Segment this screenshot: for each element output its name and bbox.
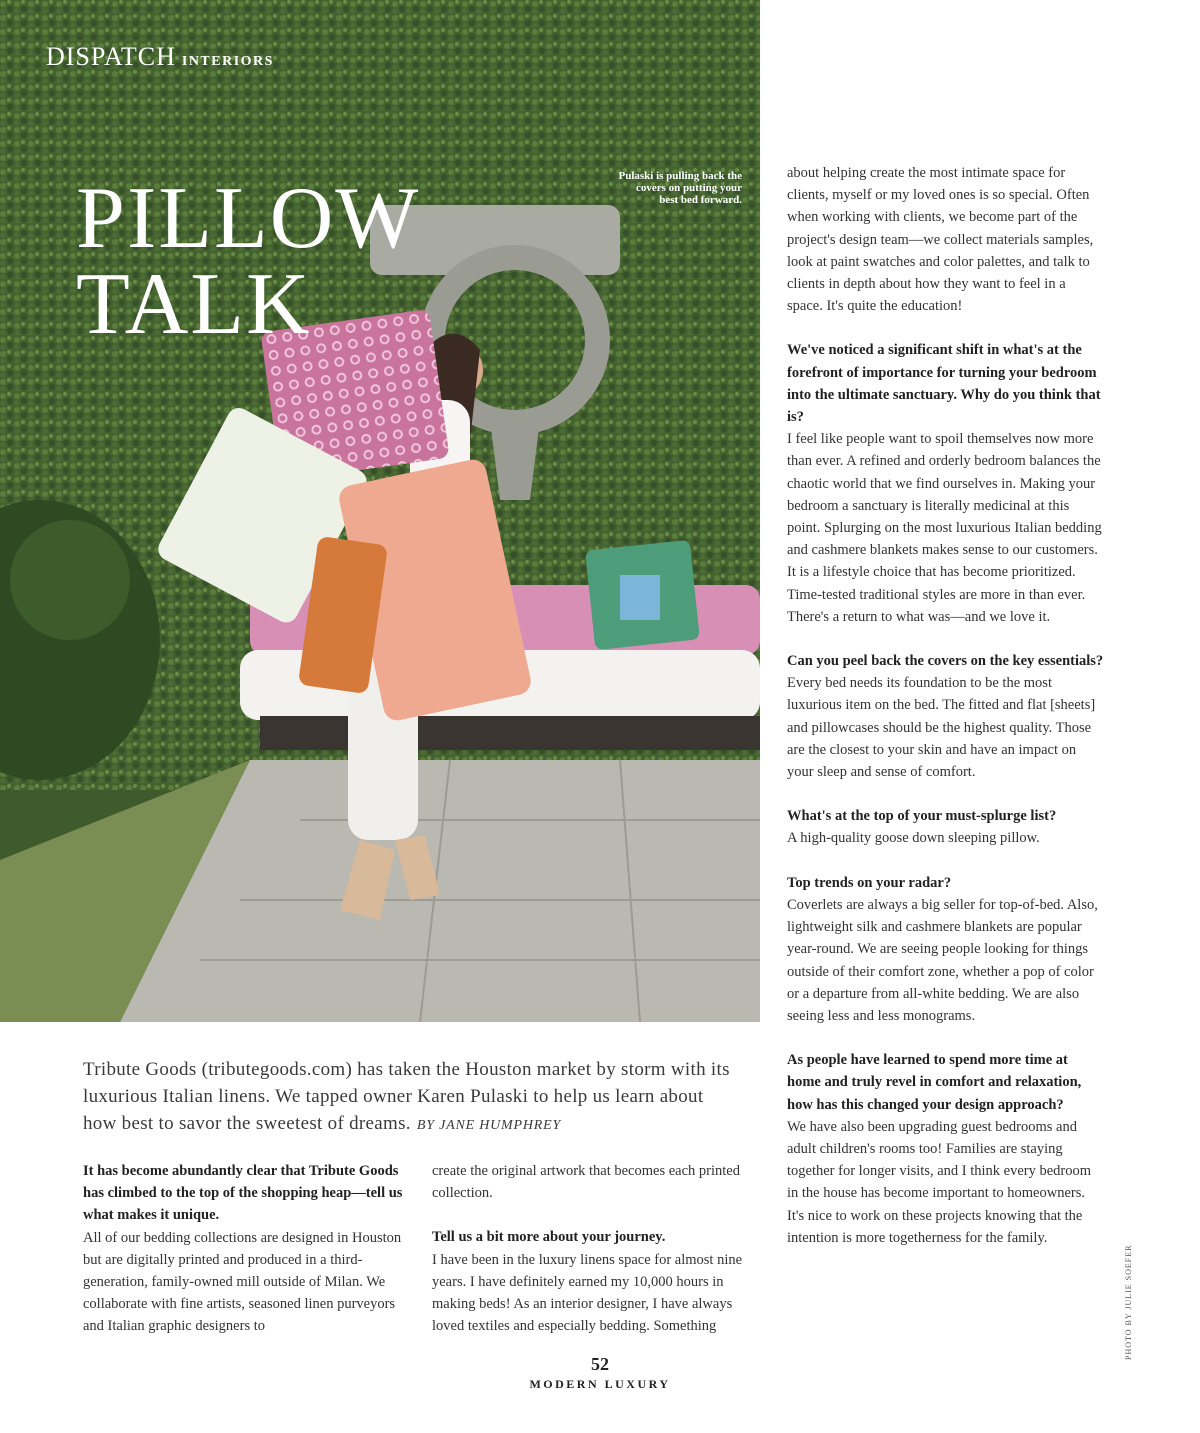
photo-credit: PHOTO BY JULIE SOEFER (1124, 1244, 1133, 1360)
headline-line-1: PILLOW (76, 170, 421, 267)
answer: create the original artwork that becomes each printed collection. (432, 1163, 740, 1202)
answer: A high-quality goose down sleeping pillow. (787, 830, 1040, 847)
page-number: 52 (591, 1354, 609, 1374)
subsection-name: INTERIORS (181, 54, 274, 69)
byline: BY JANE HUMPHREY (416, 1118, 562, 1133)
answer: I have been in the luxury linens space for almost nine years. I have definitely earned my 10,000 hours in making beds! As an interior designer, I have always loved textiles and especially bedding. Something (432, 1251, 743, 1335)
article-column-3 (787, 162, 1105, 1249)
question: We've noticed a significant shift in what's at the forefront of importance for turning your bedroom into the ultimate sanctuary. Why do you think that is? (787, 342, 1101, 426)
question: Top trends on your radar? (787, 874, 952, 891)
section-name: DISPATCH (46, 42, 176, 71)
article-column-1 (83, 1160, 403, 1338)
headline-line-2: TALK (76, 256, 312, 353)
answer: We have also been upgrading guest bedrooms and adult children's rooms too! Families are staying together for longer visits, and I think every bedroom in the house has become important to homeowners. It's nice to work on these projects knowing that the intention is more togetherness for the family. (787, 1118, 1092, 1246)
answer: All of our bedding collections are designed in Houston but are digitally printed and produced in a third-generation, family-owned mill outside of Milan. We collaborate with fine artists, seasoned linen purveyors and Italian graphic designers to (83, 1229, 402, 1335)
answer: I feel like people want to spoil themselves now more than ever. A refined and orderly bedroom balances the chaotic world that we find ourselves in. Making your bedroom a sanctuary is literally medicinal at this point. Splurging on the most luxurious Italian bedding and cashmere blankets makes sense to our customers. It is a lifestyle choice that has become prioritized. Time-tested traditional styles are more in than ever. There's a return to what was—and we love it. (787, 431, 1102, 625)
lede-text: Tribute Goods (tributegoods.com) has taken the Houston market by storm with its luxurious Italian linens. We tapped owner Karen Pulaski to help us learn about how best to savor the sweetest of dreams. (83, 1059, 730, 1134)
section-header (46, 42, 274, 72)
answer: Every bed needs its foundation to be the most luxurious item on the bed. The fitted and flat [sheets] and pillowcases should be the highest quality. Those are the closest to your skin and have an impact on your sleep and sense of comfort. (787, 675, 1096, 781)
question: What's at the top of your must-splurge list? (787, 808, 1057, 825)
question: As people have learned to spend more time at home and truly revel in comfort and relaxation, how has this changed your design approach? (787, 1052, 1082, 1113)
question: It has become abundantly clear that Tribute Goods has climbed to the top of the shopping heap—tell us what makes it unique. (83, 1163, 403, 1224)
photo-caption: Pulaski is pulling back the covers on putting your best bed forward. (618, 170, 742, 206)
feature-photo (0, 0, 760, 1022)
answer: about helping create the most intimate space for clients, myself or my loved ones is so special. Often when working with clients, we become part of the project's design team—we collect materials samples, look at paint swatches and color palettes, and talk to clients in depth about how they want to feel in a space. It's quite the education! (787, 165, 1094, 315)
photo-illustration (0, 0, 760, 1022)
folio (500, 1354, 700, 1392)
answer: Coverlets are always a big seller for top-of-bed. Also, lightweight silk and cashmere blankets are popular year-round. We are seeing people looking for things outside of their comfort zone, whether a pop of color or a departure from all-white bedding. We are also seeing less and less monograms. (787, 896, 1098, 1024)
publication-name: MODERN LUXURY (529, 1377, 671, 1391)
question: Tell us a bit more about your journey. (432, 1229, 666, 1246)
lede (83, 1056, 733, 1139)
question: Can you peel back the covers on the key essentials? (787, 653, 1104, 670)
article-column-2 (432, 1160, 762, 1337)
headline (76, 170, 421, 353)
